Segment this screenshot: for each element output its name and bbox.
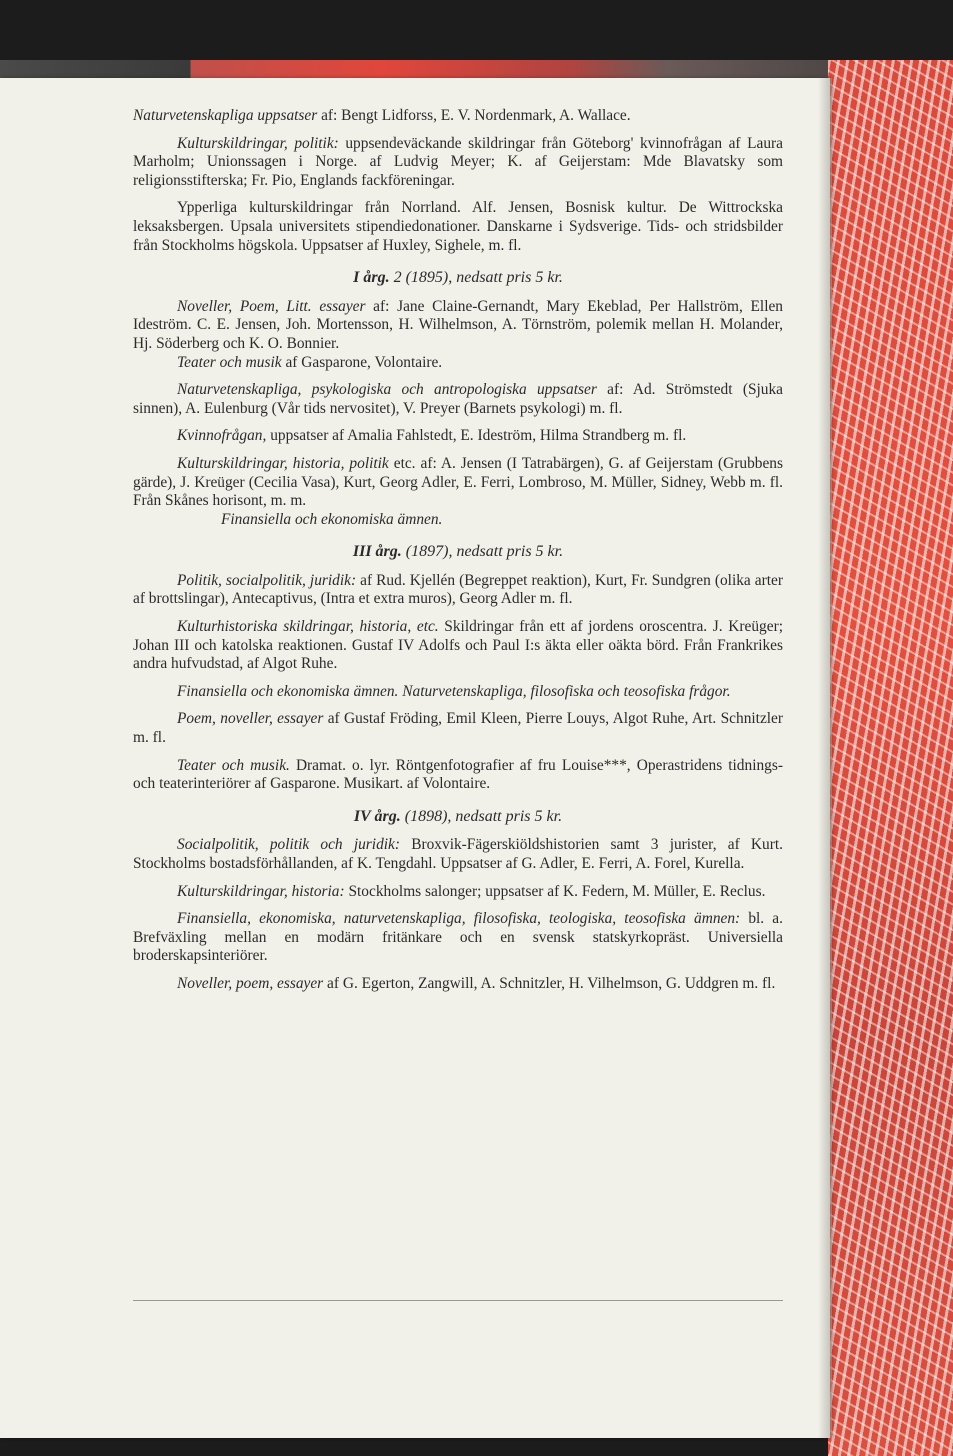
paragraph-culture-north: Ypperliga kulturskildringar från Norrland. Alf. Jensen, Bosnisk kultur. De Wittrockska leksaksbergen. Upsala universitets stipendiedonationer. Danskarne i Sydsverige. Tids- och stridsbilder från Stockholms högskola. Uppsatser af Huxley, Sighele, m. fl. [133,199,783,254]
page-edge-shadow [818,78,832,1438]
year-heading-2: I årg. 2 (1895), nedsatt pris 5 kr. [353,269,563,287]
paragraph-finance-1898: Finansiella, ekonomiska, naturvetenskapliga, filosofiska, teologiska, teosofiska ämnen: bl. a. Brefväxling mellan en modärn fritänkare och en svensk statskyrkopräst. Universiella broderskapsinteriörer. [133,910,783,965]
marbled-cover-edge [828,60,953,1456]
paragraph-natural-science: Naturvetenskapliga uppsatser af: Bengt Lidforss, E. V. Nordenmark, A. Wallace. [133,107,631,124]
paragraph-culture-history-1895: Kulturskildringar, historia, politik etc. af: A. Jensen (I Tatrabärgen), G. af Geijerstam (Grubbens gärde), J. Kreüger (Cecilia Vasa), Kurt, Georg Adler, E. Ferri, Lombroso, M. Müller, Sidney, Webb m. fl. Från Skånes horisont, m. m. Finansiella och ekonomiska ämnen. [133,454,783,528]
paragraph-psychology: Naturvetenskapliga, psykologiska och antropologiska uppsatser af: Ad. Strömstedt (Sjuka sinnen), A. Eulenburg (Vår tids nervositet), V. Preyer (Barnets psykologi) m. fl. [133,381,783,417]
paragraph-novels-1895: Noveller, Poem, Litt. essayer af: Jane Claine-Gernandt, Mary Ekeblad, Per Hallström, Ellen Ideström. C. E. Jensen, Joh. Mortensson, H. Wilhelmson, A. Törnström, polemik mellan H. Molander, Hj. Söderberg och K. O. Bonnier. Teater och musik af Gasparone, Volontaire. [133,297,783,371]
bottom-rule [133,1300,783,1301]
paragraph-women-question: Kvinnofrågan, uppsatser af Amalia Fahlstedt, E. Ideström, Hilma Strandberg m. fl. [177,427,687,445]
paragraph-social-politics-1898: Socialpolitik, politik och juridik: Broxvik-Fägerskiöldshistorien samt 3 jurister, af Kurt. Stockholms bostadsförhållanden, af K. Tengdahl. Uppsatser af G. Adler, E. Ferri, A. Forel, Kurella. [133,836,783,872]
paragraph-theatre-1897: Teater och musik. Dramat. o. lyr. Röntgenfotografier af fru Louise***, Operastridens tidnings- och teaterinteriörer af Gasparone. Musikart. af Volontaire. [133,756,783,793]
paragraph-culture-history-1897: Kulturhistoriska skildringar, historia, etc. Skildringar från ett af jordens oroscentra. J. Kreüger; Johan III och katolska reaktionen. Gustaf IV Adolfs och Paul I:s äkta eller oäkta börd. Från Frankrikes andra hufvudstad, af Algot Ruhe. [133,618,783,673]
year-heading-3: III årg. (1897), nedsatt pris 5 kr. [352,543,564,561]
year-heading-4: IV årg. (1898), nedsatt pris 5 kr. [353,807,563,825]
paragraph-poems-1897: Poem, noveller, essayer af Gustaf Fröding, Emil Kleen, Pierre Louys, Algot Ruhe, Art. Schnitzler m. fl. [133,710,784,747]
paragraph-culture-1898: Kulturskildringar, historia: Stockholms salonger; uppsatser af K. Federn, M. Müller, E. Reclus. [177,882,766,900]
page-text-block [133,107,783,1003]
paragraph-novels-1898: Noveller, poem, essayer af G. Egerton, Zangwill, A. Schnitzler, H. Vilhelmson, G. Uddgren m. fl. [177,974,776,992]
paragraph-culture-politics: Kulturskildringar, politik: uppsendeväckande skildringar från Göteborg' kvinnofrågan af Laura Marholm; Unionssagen i Norge. af Ludvig Meyer; K. af Geijerstam: Mde Blavatsky som religionsstifterska; Fr. Pio, Englands fackföreningar. [133,134,783,189]
paragraph-politics-1897: Politik, socialpolitik, juridik: af Rud. Kjellén (Begreppet reaktion), Kurt, Fr. Sundgren (olika arter af brottslingar), Antecaptivus, (Intra et extra muros), Georg Adler m. fl. [133,571,783,608]
paragraph-finance-1897: Finansiella och ekonomiska ämnen. Naturvetenskapliga, filosofiska och teosofiska frågor. [177,682,731,700]
